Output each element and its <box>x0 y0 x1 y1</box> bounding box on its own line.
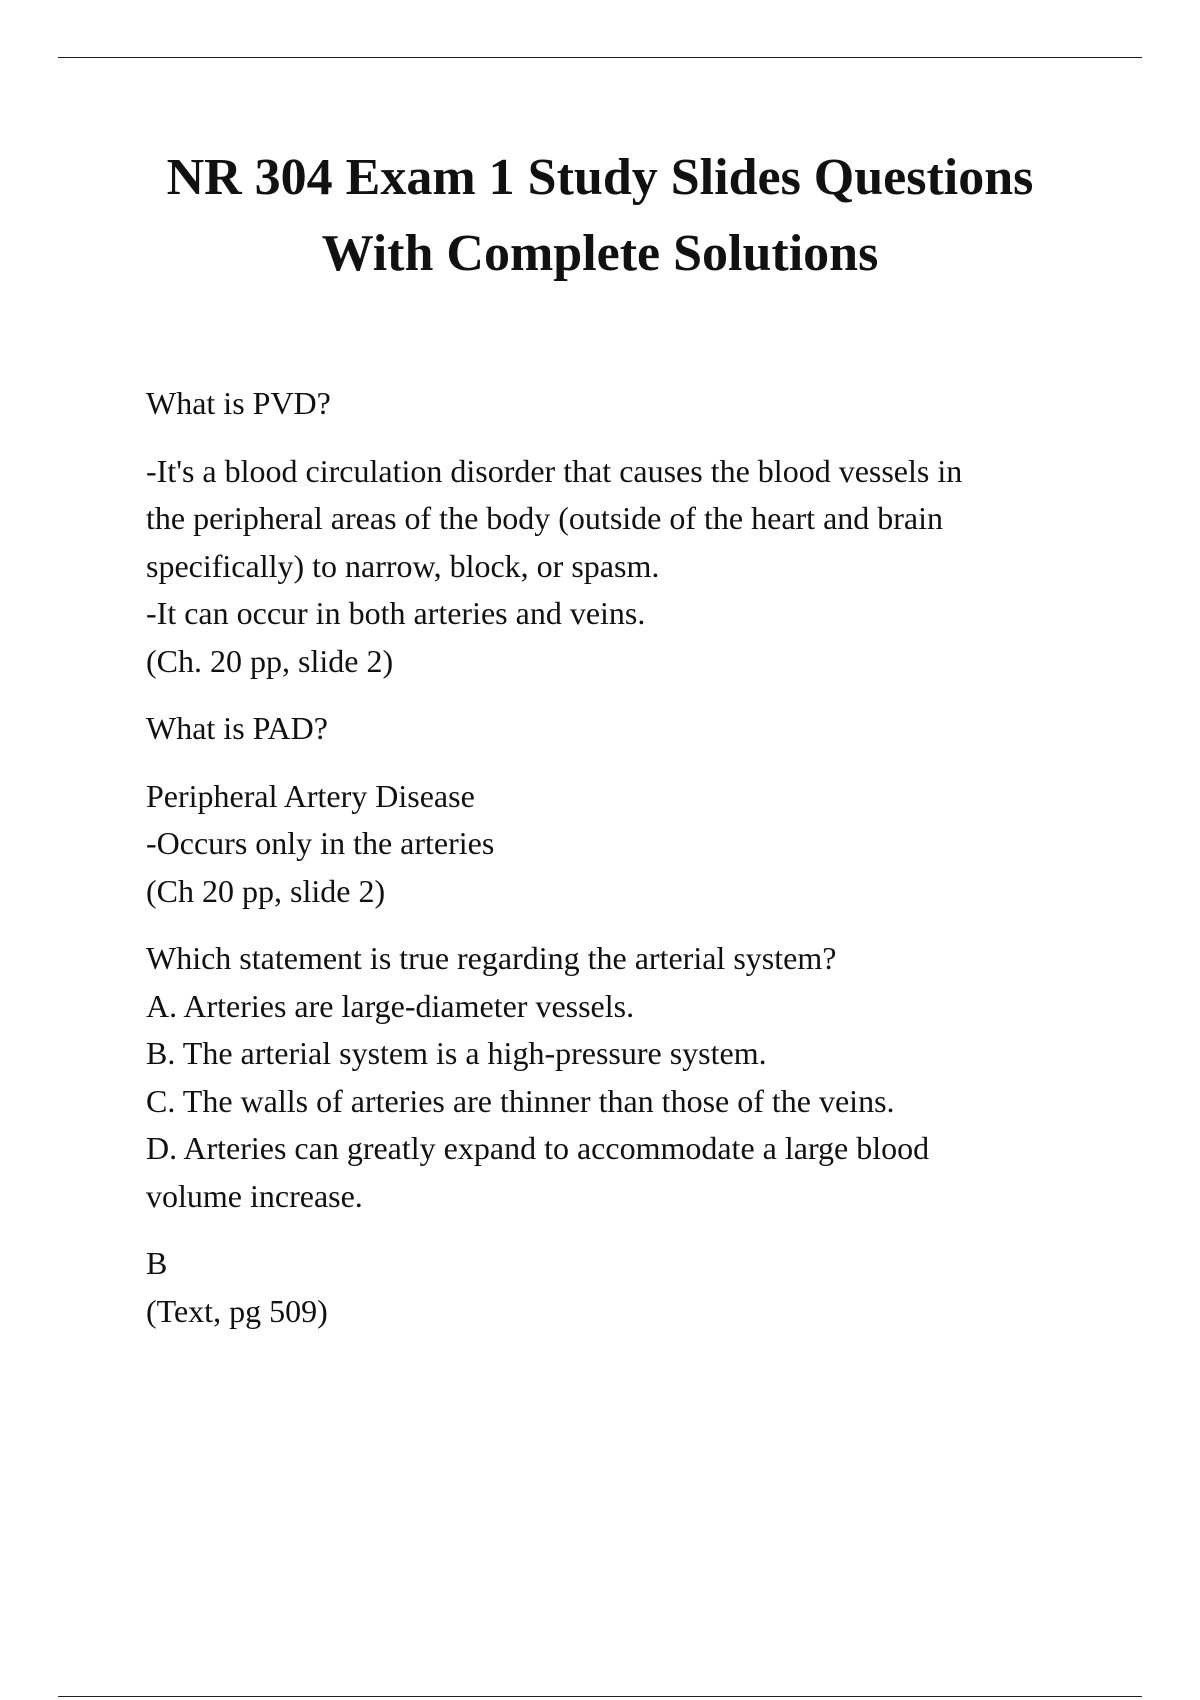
answer-line: Peripheral Artery Disease <box>146 777 475 814</box>
answer-reference: (Ch 20 pp, slide 2) <box>146 872 386 909</box>
title-line-1: NR 304 Exam 1 Study Slides Questions <box>166 149 1034 206</box>
answer-pad <box>146 773 1086 916</box>
answer-line: -It can occur in both arteries and veins. <box>146 595 646 631</box>
option-a: A. Arteries are large-diameter vessels. <box>146 987 635 1024</box>
question-text: What is PAD? <box>146 710 328 746</box>
title-line-2: With Complete Solutions <box>321 225 879 282</box>
answer-reference: (Text, pg 509) <box>146 1292 328 1329</box>
answer-arterial-system <box>146 1240 1086 1335</box>
question-arterial-system <box>146 935 1086 1220</box>
answer-line: the peripheral areas of the body (outside of the heart and brain <box>146 500 944 536</box>
question-text: Which statement is true regarding the arterial system? <box>146 940 837 976</box>
document-title <box>100 140 1100 292</box>
answer-line: specifically) to narrow, block, or spasm. <box>146 547 660 584</box>
answer-letter: B <box>146 1245 168 1281</box>
bottom-divider <box>58 1696 1142 1697</box>
option-d: D. Arteries can greatly expand to accommodate a large blood <box>146 1130 930 1166</box>
answer-reference: (Ch. 20 pp, slide 2) <box>146 642 394 679</box>
answer-line: -Occurs only in the arteries <box>146 825 495 861</box>
document-body <box>146 380 1086 1355</box>
question-pad <box>146 705 1086 753</box>
answer-pvd <box>146 448 1086 686</box>
option-b: B. The arterial system is a high-pressure system. <box>146 1035 767 1071</box>
question-pvd <box>146 380 1086 428</box>
answer-line: -It's a blood circulation disorder that causes the blood vessels in <box>146 452 963 489</box>
option-d-continued: volume increase. <box>146 1177 363 1214</box>
top-divider <box>58 57 1142 58</box>
question-text: What is PVD? <box>146 385 331 421</box>
option-c: C. The walls of arteries are thinner than those of the veins. <box>146 1082 895 1119</box>
